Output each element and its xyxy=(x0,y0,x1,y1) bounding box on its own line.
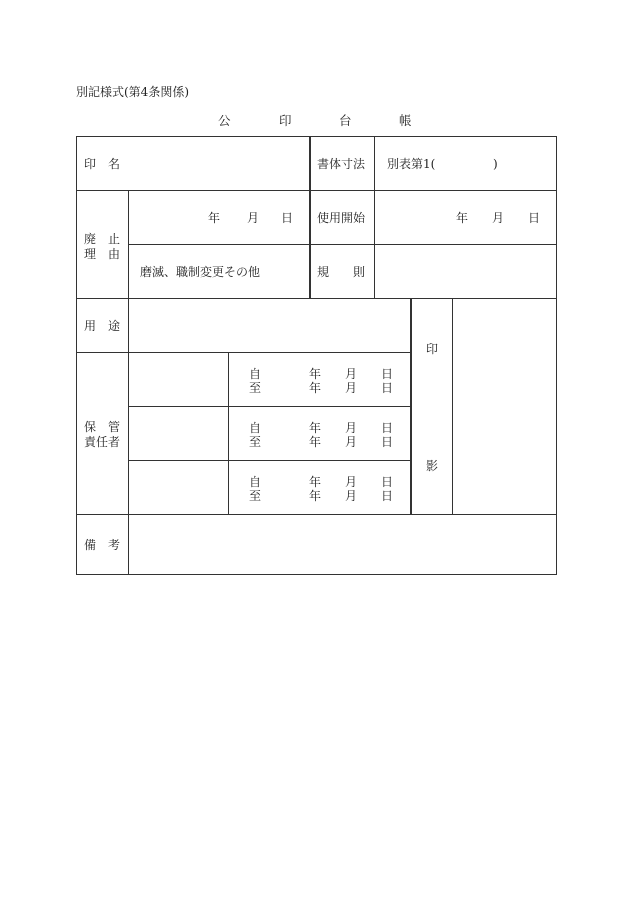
row-divider xyxy=(77,298,556,299)
use-start-label: 使用開始 xyxy=(317,211,366,225)
col-divider xyxy=(374,137,375,298)
title-char-2: 印 xyxy=(279,113,292,128)
font-size-label: 書体寸法 xyxy=(317,157,366,171)
abolition-label: 廃 止 xyxy=(84,232,121,246)
period-to: 至 xyxy=(249,435,262,449)
period-year: 年 xyxy=(309,421,322,435)
keeper-label-2: 責任者 xyxy=(84,435,121,449)
use-start-year: 年 xyxy=(456,211,469,225)
period-year: 年 xyxy=(309,381,322,395)
seal-register-form xyxy=(76,136,557,575)
use-start-month: 月 xyxy=(492,211,505,225)
period-month: 月 xyxy=(345,421,358,435)
row-divider xyxy=(77,190,556,191)
period-month: 月 xyxy=(345,367,358,381)
remarks-label: 備 考 xyxy=(84,538,121,552)
col-divider xyxy=(128,190,129,298)
period-day: 日 xyxy=(381,475,394,489)
seal-name-label: 印 名 xyxy=(84,157,121,171)
title-char-4: 帳 xyxy=(399,113,412,128)
title-char-1: 公 xyxy=(218,113,231,128)
row-divider xyxy=(77,514,556,515)
period-day: 日 xyxy=(381,489,394,503)
use-start-day: 日 xyxy=(528,211,541,225)
font-size-value: 別表第1( xyxy=(387,157,436,171)
period-month: 月 xyxy=(345,381,358,395)
stamp-label: 印 xyxy=(426,342,439,356)
col-divider xyxy=(452,298,453,514)
period-from: 自 xyxy=(249,421,262,435)
keeper-label-1: 保 管 xyxy=(84,420,121,434)
abolition-year: 年 xyxy=(208,211,221,225)
col-divider xyxy=(128,298,129,574)
period-day: 日 xyxy=(381,435,394,449)
period-year: 年 xyxy=(309,475,322,489)
period-from: 自 xyxy=(249,367,262,381)
impression-label: 影 xyxy=(426,459,439,473)
period-from: 自 xyxy=(249,475,262,489)
regulation-label: 規 則 xyxy=(317,265,366,279)
period-month: 月 xyxy=(345,489,358,503)
col-divider xyxy=(410,298,412,514)
title-char-3: 台 xyxy=(339,113,352,128)
row-divider xyxy=(128,406,411,407)
font-size-close: ) xyxy=(493,157,498,171)
period-to: 至 xyxy=(249,489,262,503)
period-month: 月 xyxy=(345,435,358,449)
period-day: 日 xyxy=(381,421,394,435)
period-year: 年 xyxy=(309,435,322,449)
form-heading: 別記様式(第4条関係) xyxy=(76,85,189,99)
abolition-day: 日 xyxy=(281,211,294,225)
reason-label: 理 由 xyxy=(84,247,121,261)
period-day: 日 xyxy=(381,367,394,381)
purpose-label: 用 途 xyxy=(84,319,121,333)
period-day: 日 xyxy=(381,381,394,395)
col-divider xyxy=(228,352,229,514)
row-divider xyxy=(128,244,556,245)
col-divider xyxy=(309,137,311,298)
abolition-month: 月 xyxy=(247,211,260,225)
period-year: 年 xyxy=(309,489,322,503)
period-month: 月 xyxy=(345,475,358,489)
period-year: 年 xyxy=(309,367,322,381)
period-to: 至 xyxy=(249,381,262,395)
reason-value: 磨滅、職制変更その他 xyxy=(140,265,261,279)
row-divider xyxy=(128,460,411,461)
